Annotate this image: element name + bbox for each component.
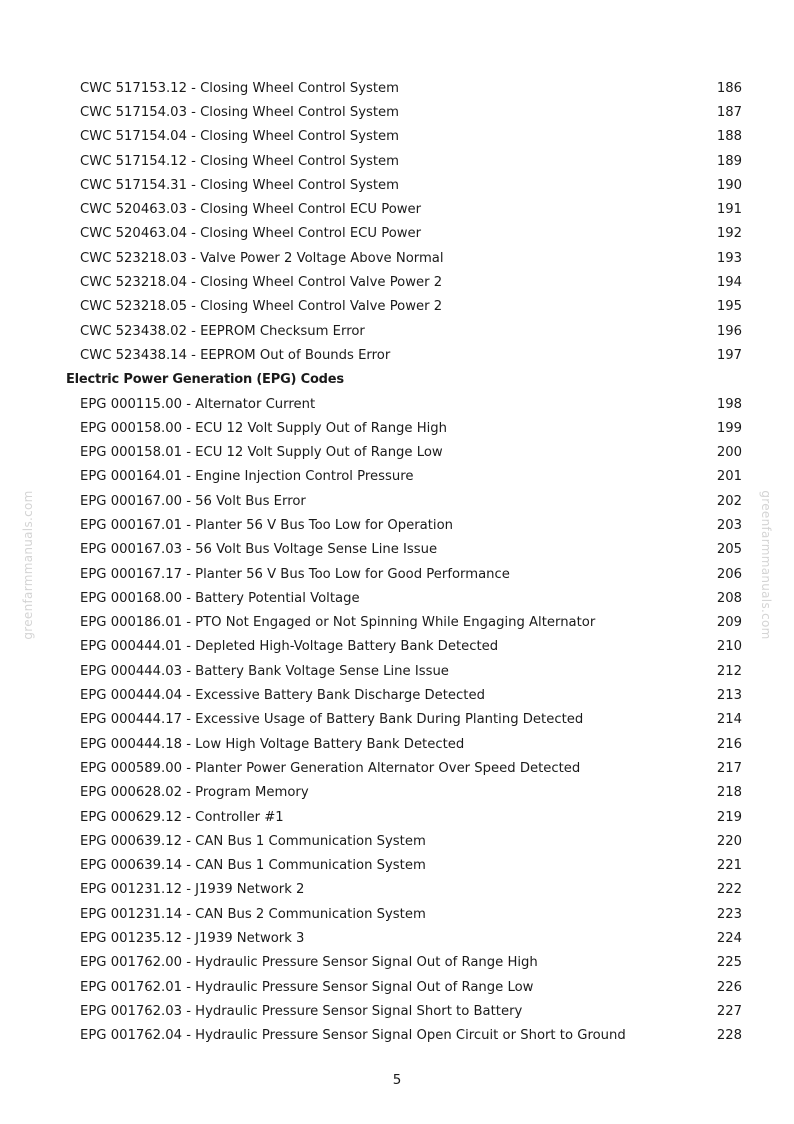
toc-entry-page: 221 <box>716 858 742 874</box>
toc-entry[interactable] <box>0 756 794 780</box>
toc-entry-page: 213 <box>716 688 742 704</box>
toc-entry-page: 219 <box>716 809 742 825</box>
toc-entry-page: 217 <box>716 760 742 776</box>
toc-entry[interactable] <box>0 854 794 878</box>
toc-section-heading <box>0 368 794 392</box>
page-number: 5 <box>392 1072 402 1088</box>
toc-entry-title: EPG 001762.00 - Hydraulic Pressure Sensor Signal Out of Range High <box>80 955 538 971</box>
toc-entry-title: EPG 001762.04 - Hydraulic Pressure Sensor Signal Open Circuit or Short to Ground <box>80 1028 626 1044</box>
toc-entry-title: EPG 000444.18 - Low High Voltage Battery Bank Detected <box>80 736 465 752</box>
toc-entry-title: EPG 000164.01 - Engine Injection Control Pressure <box>80 469 414 485</box>
toc-entry-page: 223 <box>716 906 742 922</box>
toc-entry[interactable] <box>0 999 794 1023</box>
toc-entry-title: EPG 000158.01 - ECU 12 Volt Supply Out of Range Low <box>80 445 443 461</box>
toc-entry-page: 203 <box>716 517 742 533</box>
toc-entry-page: 227 <box>716 1003 742 1019</box>
watermark-left: greenfarmmanuals.com <box>21 490 35 640</box>
toc-entry[interactable] <box>0 902 794 926</box>
toc-entry-page: 201 <box>716 469 742 485</box>
toc-entry-page: 192 <box>716 226 742 242</box>
toc-entry[interactable] <box>0 513 794 537</box>
toc-entry[interactable] <box>0 659 794 683</box>
toc-entry[interactable] <box>0 246 794 270</box>
toc-entry-title: CWC 517154.12 - Closing Wheel Control System <box>80 153 400 169</box>
toc-entry-title: EPG 000629.12 - Controller #1 <box>80 809 284 825</box>
toc-entry-page: 210 <box>716 639 742 655</box>
toc-entry-page: 199 <box>716 420 742 436</box>
toc-entry-title: EPG 000444.01 - Depleted High-Voltage Battery Bank Detected <box>80 639 499 655</box>
toc-entry-title: EPG 000167.01 - Planter 56 V Bus Too Low for Operation <box>80 517 454 533</box>
toc-entry-page: 216 <box>716 736 742 752</box>
table-of-contents <box>0 76 794 1048</box>
toc-entry-title: CWC 523218.04 - Closing Wheel Control Valve Power 2 <box>80 275 443 291</box>
toc-entry-title: EPG 001235.12 - J1939 Network 3 <box>80 931 305 947</box>
toc-entry[interactable] <box>0 343 794 367</box>
toc-entry-title: EPG 000444.03 - Battery Bank Voltage Sense Line Issue <box>80 663 449 679</box>
toc-entry-title: EPG 000115.00 - Alternator Current <box>80 396 316 412</box>
toc-entry-page: 190 <box>716 177 742 193</box>
toc-entry[interactable] <box>0 197 794 221</box>
toc-entry-title: EPG 001231.14 - CAN Bus 2 Communication System <box>80 906 426 922</box>
toc-entry-title: CWC 517154.04 - Closing Wheel Control System <box>80 129 400 145</box>
toc-entry-page: 205 <box>716 542 742 558</box>
toc-entry[interactable] <box>0 538 794 562</box>
toc-entry-title: Electric Power Generation (EPG) Codes <box>66 372 344 388</box>
toc-entry-page: 193 <box>716 250 742 266</box>
toc-entry[interactable] <box>0 440 794 464</box>
toc-entry[interactable] <box>0 270 794 294</box>
toc-entry-page: 198 <box>716 396 742 412</box>
toc-entry-title: EPG 000444.04 - Excessive Battery Bank Discharge Detected <box>80 688 485 704</box>
toc-entry[interactable] <box>0 635 794 659</box>
toc-entry-page: 220 <box>716 833 742 849</box>
toc-entry[interactable] <box>0 586 794 610</box>
toc-entry[interactable] <box>0 1024 794 1048</box>
toc-entry-page: 202 <box>716 493 742 509</box>
toc-entry[interactable] <box>0 100 794 124</box>
toc-entry-page: 188 <box>716 129 742 145</box>
toc-entry-title: EPG 001762.01 - Hydraulic Pressure Sensor Signal Out of Range Low <box>80 979 534 995</box>
toc-entry-page: 187 <box>716 104 742 120</box>
toc-entry-title: EPG 000589.00 - Planter Power Generation Alternator Over Speed Detected <box>80 760 581 776</box>
toc-entry-title: CWC 520463.04 - Closing Wheel Control ECU Power <box>80 226 422 242</box>
toc-entry[interactable] <box>0 926 794 950</box>
toc-entry-title: CWC 523218.05 - Closing Wheel Control Valve Power 2 <box>80 299 443 315</box>
toc-entry-page: 191 <box>716 202 742 218</box>
toc-entry-page: 200 <box>716 445 742 461</box>
toc-entry-page: 208 <box>716 590 742 606</box>
toc-entry[interactable] <box>0 611 794 635</box>
toc-entry-title: CWC 523438.02 - EEPROM Checksum Error <box>80 323 365 339</box>
toc-entry-page: 186 <box>716 80 742 96</box>
toc-entry[interactable] <box>0 951 794 975</box>
toc-entry[interactable] <box>0 732 794 756</box>
toc-entry[interactable] <box>0 975 794 999</box>
toc-entry-title: EPG 000167.17 - Planter 56 V Bus Too Low for Good Performance <box>80 566 510 582</box>
toc-entry-page: 218 <box>716 785 742 801</box>
toc-entry-page: 195 <box>716 299 742 315</box>
toc-entry-title: CWC 517154.31 - Closing Wheel Control System <box>80 177 400 193</box>
toc-entry-page: 225 <box>716 955 742 971</box>
toc-entry[interactable] <box>0 878 794 902</box>
watermark-right: greenfarmmanuals.com <box>759 490 773 640</box>
toc-entry[interactable] <box>0 683 794 707</box>
toc-entry-title: CWC 517153.12 - Closing Wheel Control System <box>80 80 400 96</box>
toc-entry-title: EPG 001762.03 - Hydraulic Pressure Sensor Signal Short to Battery <box>80 1003 523 1019</box>
toc-entry-page: 196 <box>716 323 742 339</box>
toc-entry[interactable] <box>0 173 794 197</box>
toc-entry-title: CWC 523438.14 - EEPROM Out of Bounds Error <box>80 347 391 363</box>
toc-entry-title: EPG 000639.14 - CAN Bus 1 Communication System <box>80 858 426 874</box>
toc-entry-page: 214 <box>716 712 742 728</box>
toc-entry-page: 212 <box>716 663 742 679</box>
toc-entry-title: CWC 520463.03 - Closing Wheel Control ECU Power <box>80 202 422 218</box>
toc-entry-title: EPG 000444.17 - Excessive Usage of Battery Bank During Planting Detected <box>80 712 584 728</box>
toc-entry-page: 209 <box>716 615 742 631</box>
toc-entry[interactable] <box>0 805 794 829</box>
toc-entry-page: 197 <box>716 347 742 363</box>
toc-entry[interactable] <box>0 489 794 513</box>
toc-entry-title: EPG 001231.12 - J1939 Network 2 <box>80 882 305 898</box>
toc-entry[interactable] <box>0 708 794 732</box>
toc-entry-title: EPG 000158.00 - ECU 12 Volt Supply Out of Range High <box>80 420 448 436</box>
toc-entry-page: 206 <box>716 566 742 582</box>
toc-entry[interactable] <box>0 781 794 805</box>
toc-entry-page: 226 <box>716 979 742 995</box>
toc-entry-title: EPG 000186.01 - PTO Not Engaged or Not Spinning While Engaging Alternator <box>80 615 596 631</box>
toc-entry[interactable] <box>0 149 794 173</box>
toc-entry[interactable] <box>0 392 794 416</box>
toc-entry-title: EPG 000628.02 - Program Memory <box>80 785 309 801</box>
toc-entry[interactable] <box>0 562 794 586</box>
toc-entry-title: EPG 000167.03 - 56 Volt Bus Voltage Sense Line Issue <box>80 542 438 558</box>
toc-entry-title: EPG 000639.12 - CAN Bus 1 Communication System <box>80 833 426 849</box>
toc-entry-title: EPG 000168.00 - Battery Potential Voltage <box>80 590 360 606</box>
toc-entry-page: 194 <box>716 275 742 291</box>
toc-entry[interactable] <box>0 295 794 319</box>
toc-entry[interactable] <box>0 76 794 100</box>
toc-entry-page: 224 <box>716 931 742 947</box>
toc-entry-page: 189 <box>716 153 742 169</box>
toc-entry[interactable] <box>0 829 794 853</box>
toc-entry[interactable] <box>0 222 794 246</box>
toc-entry[interactable] <box>0 125 794 149</box>
toc-entry[interactable] <box>0 416 794 440</box>
toc-entry-title: CWC 517154.03 - Closing Wheel Control System <box>80 104 400 120</box>
toc-entry[interactable] <box>0 465 794 489</box>
toc-entry-title: EPG 000167.00 - 56 Volt Bus Error <box>80 493 306 509</box>
toc-entry[interactable] <box>0 319 794 343</box>
toc-entry-title: CWC 523218.03 - Valve Power 2 Voltage Above Normal <box>80 250 444 266</box>
toc-entry-page: 222 <box>716 882 742 898</box>
toc-entry-page: 228 <box>716 1028 742 1044</box>
